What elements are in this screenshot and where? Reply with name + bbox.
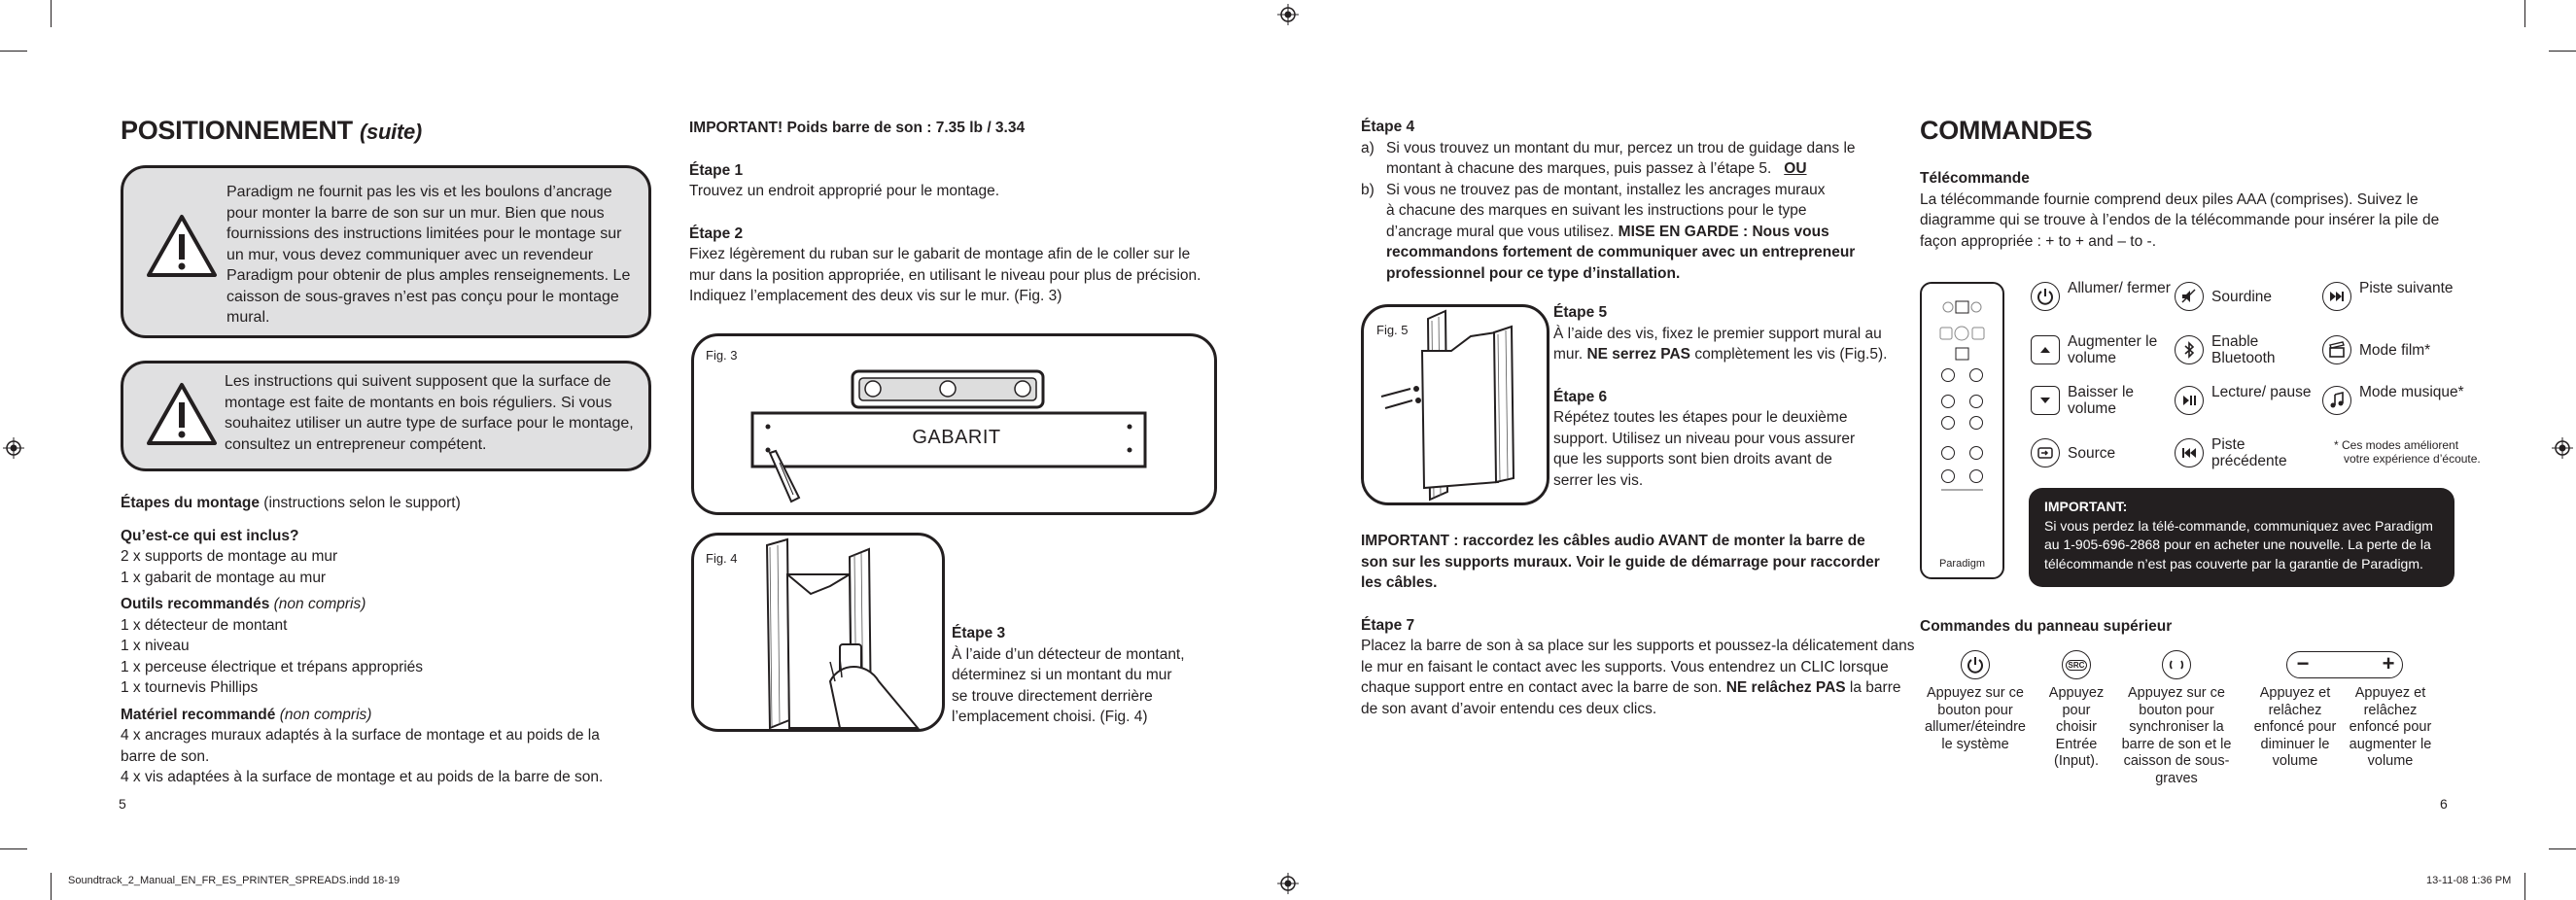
note-text: * Ces modes améliorent — [2334, 438, 2459, 452]
list-item: 1 x niveau — [121, 638, 190, 654]
warning-icon — [145, 213, 219, 279]
stud-finder-illustration — [694, 536, 942, 729]
power-icon — [2031, 282, 2060, 311]
important-text: les câbles. — [1361, 574, 1438, 591]
mounting-instructions — [121, 493, 665, 788]
commands-title: COMMANDES — [1920, 116, 2093, 145]
warning-icon — [145, 381, 219, 447]
top-panel-description: Appuyez sur ce bouton pour allumer/éteindre le système — [1925, 685, 2026, 752]
crop-mark — [2549, 51, 2576, 52]
step-text: le mur en faisant le contact avec les supports. Vous entendrez un CLIC lorsque — [1361, 658, 1889, 675]
steps-heading: Étapes du montage (instructions selon le support) — [121, 495, 461, 511]
mode-note — [2334, 438, 2481, 466]
important-weight: IMPORTANT! Poids barre de son : 7.35 lb / 3.34 — [689, 120, 1026, 136]
important-box — [2029, 488, 2454, 587]
step-text: À l’aide d’un détecteur de montant, — [952, 645, 1185, 663]
remote-button-label: Piste suivante — [2359, 280, 2454, 296]
step-text: Placez la barre de son à sa place sur les supports et poussez-la délicatement dans — [1361, 638, 1915, 654]
volume-down-icon — [2031, 386, 2060, 415]
list-marker: a) — [1361, 139, 1375, 156]
step-title: Étape 7 — [1361, 616, 1415, 634]
list-item: 1 x perceuse électrique et trépans appropriés — [121, 658, 424, 675]
registration-mark-icon — [2552, 437, 2573, 459]
remote-text: diagramme qui se trouve à l’endos de la télécommande pour insérer la pile de — [1920, 212, 2440, 228]
figure-5 — [1361, 304, 1549, 505]
list-item: 1 x tournevis Phillips — [121, 679, 259, 696]
step-option-b — [1361, 180, 1905, 285]
list-item: 2 x supports de montage au mur — [121, 548, 338, 565]
step-text: à chacune des marques en suivant les instructions pour le type — [1386, 202, 1807, 219]
warning-box — [121, 361, 651, 471]
step-text: que les supports sont bien droits avant de — [1553, 451, 1832, 467]
template-illustration — [694, 336, 1214, 512]
step-text: support. Utilisez un niveau pour vous assurer — [1553, 430, 1856, 447]
registration-mark-icon — [3, 437, 24, 459]
step-text: mur. NE serrez PAS complètement les vis (Fig.5). — [1553, 346, 1888, 363]
crop-mark — [2524, 873, 2525, 900]
page-number: 6 — [2440, 796, 2448, 812]
remote-button-label: Sourdine — [2211, 289, 2273, 305]
src-icon: SRC — [2062, 650, 2091, 679]
figure-label: Fig. 3 — [706, 348, 738, 363]
minus-icon: − — [2296, 651, 2310, 675]
list-marker: b) — [1361, 181, 1375, 198]
page-number: 5 — [119, 796, 126, 812]
registration-mark-icon — [1277, 873, 1299, 894]
tools-heading: Outils recommandés (non compris) — [121, 596, 366, 612]
previous-track-icon — [2175, 438, 2204, 467]
important-text: télécommande n’est pas couverte par la garantie de Paradigm. — [2044, 555, 2423, 571]
page-title: POSITIONNEMENT (suite) — [121, 116, 422, 145]
figure-3 — [691, 333, 1217, 515]
important-cables — [1361, 531, 1915, 719]
remote-button-label: Allumer/ fermer — [2068, 280, 2171, 296]
top-panel-description: Appuyez et relâchez enfoncé pour diminuer le volume — [2253, 685, 2337, 769]
remote-text: façon appropriée : + to + and – to -. — [1920, 232, 2156, 250]
list-item: 4 x ancrages muraux adaptés à la surface de montage et au poids de la — [121, 727, 600, 744]
crop-mark — [51, 873, 52, 900]
crop-mark — [2549, 848, 2576, 849]
source-icon — [2031, 438, 2060, 467]
remote-buttons-icon — [1922, 284, 2002, 577]
top-panel-heading: Commandes du panneau supérieur — [1920, 618, 2173, 635]
note-text: votre expérience d’écoute. — [2344, 452, 2481, 466]
next-track-icon — [2322, 282, 2351, 311]
step-text: professionnel pour ce type d’installation. — [1386, 264, 1681, 282]
important-title: IMPORTANT: — [2044, 499, 2128, 514]
step-text: l’emplacement choisi. (Fig. 4) — [952, 709, 1148, 725]
remote-button-label: Mode musique* — [2359, 384, 2464, 400]
remote-button-label: Augmenter le volume — [2068, 333, 2158, 366]
important-text: IMPORTANT : raccordez les câbles audio AVANT de monter la barre de — [1361, 533, 1865, 549]
list-item: 4 x vis adaptées à la surface de montage et au poids de la barre de son. — [121, 769, 604, 785]
figure-4 — [691, 533, 945, 732]
volume-up-icon — [2031, 335, 2060, 364]
warning-text: Les instructions qui suivent supposent que la surface de montage est faite de montants en bois réguliers. Si vous souhaitez utiliser un autre type de surface pour le montage, consultez un entrepreneur compétent. — [225, 373, 634, 453]
bracket-illustration — [1364, 307, 1547, 502]
remote-section — [1920, 168, 2464, 252]
step-text: Fixez légèrement du ruban sur le gabarit de montage afin de le coller sur le — [689, 246, 1191, 262]
remote-illustration — [1920, 282, 2004, 579]
step-title: Étape 5 — [1553, 304, 1608, 321]
step-text: recommandons fortement de communiquer avec un entrepreneur — [1386, 244, 1856, 260]
step-text: Si vous trouvez un montant du mur, percez un trou de guidage dans le — [1386, 139, 1856, 156]
step-text: déterminez si un montant du mur — [952, 667, 1172, 683]
step-text: serrer les vis. — [1553, 471, 1644, 489]
step-title: Étape 3 — [952, 625, 1006, 641]
bluetooth-icon — [2175, 335, 2204, 364]
step-text: se trouve directement derrière — [952, 687, 1153, 705]
step-text: d’ancrage mural que vous utilisez. MISE EN GARDE : Nous vous — [1386, 223, 1829, 240]
or-label: OU — [1784, 160, 1807, 177]
figure-label: Fig. 5 — [1376, 323, 1409, 337]
step-text: mur dans la position appropriée, en utilisant le niveau pour plus de précision. — [689, 266, 1201, 284]
registration-mark-icon — [1277, 4, 1299, 25]
top-panel-description: Appuyez sur ce bouton pour synchroniser la barre de son et le caisson de sous-graves — [2121, 685, 2232, 786]
step-text: Répétez toutes les étapes pour le deuxième — [1553, 409, 1848, 426]
remote-button-label: Enable Bluetooth — [2211, 333, 2276, 366]
remote-button-label: Mode film* — [2359, 342, 2431, 359]
list-item: barre de son. — [121, 747, 210, 765]
sync-icon — [2162, 650, 2191, 679]
list-item: 1 x gabarit de montage au mur — [121, 569, 327, 586]
file-slug: Soundtrack_2_Manual_EN_FR_ES_PRINTER_SPREADS.indd 18-19 — [68, 875, 400, 886]
mute-icon — [2175, 282, 2204, 311]
play-pause-icon — [2175, 386, 2204, 415]
step-title: Étape 6 — [1553, 388, 1608, 405]
plus-icon: + — [2382, 651, 2395, 675]
crop-mark — [0, 51, 27, 52]
remote-button-label: Piste précédente — [2211, 436, 2287, 469]
crop-mark — [2524, 0, 2525, 27]
figure-label: Fig. 4 — [706, 551, 738, 566]
step-title: Étape 4 — [1361, 119, 1415, 135]
list-item: 1 x détecteur de montant — [121, 616, 288, 634]
remote-button-label: Lecture/ pause — [2211, 384, 2312, 400]
important-text: au 1-905-696-2868 pour en acheter une nouvelle. La perte de la — [2044, 537, 2431, 552]
remote-button-label: Baisser le volume — [2068, 384, 2135, 417]
step-title: Étape 1 — [689, 161, 744, 179]
step-3 — [952, 623, 1204, 728]
steps-5-6 — [1553, 302, 1923, 491]
remote-text: La télécommande fournie comprend deux piles AAA (comprises). Suivez le — [1920, 190, 2419, 208]
included-heading: Qu’est-ce qui est inclus? — [121, 527, 299, 544]
steps-column — [689, 118, 1234, 307]
power-icon — [1961, 650, 1990, 679]
step-text: chaque support entre en contact avec la barre de son. NE relâchez PAS la barre — [1361, 679, 1901, 696]
important-text: son sur les supports muraux. Voir le guide de démarrage pour raccorder — [1361, 553, 1880, 571]
step-text: Trouvez un endroit approprié pour le montage. — [689, 183, 1000, 199]
step-option-a — [1361, 138, 1905, 180]
movie-mode-icon — [2322, 335, 2351, 364]
step-text: montant à chacune des marques, puis passez à l’étape 5. OU — [1386, 160, 1807, 177]
step-text: Si vous ne trouvez pas de montant, installez les ancrages muraux — [1386, 181, 1826, 198]
material-heading: Matériel recommandé (non compris) — [121, 706, 372, 723]
step-title: Étape 2 — [689, 225, 744, 242]
top-panel-description: Appuyez pour choisir Entrée (Input). — [2048, 685, 2105, 769]
step-text: À l’aide des vis, fixez le premier support mural au — [1553, 325, 1882, 342]
step-text: Indiquez l’emplacement des deux vis sur le mur. (Fig. 3) — [689, 288, 1062, 304]
template-label: GABARIT — [912, 427, 1001, 448]
remote-brand: Paradigm — [1938, 558, 1986, 570]
top-panel-description: Appuyez et relâchez enfoncé pour augmenter le volume — [2349, 685, 2432, 769]
step-4 — [1361, 117, 1905, 284]
print-timestamp: 13-11-08 1:36 PM — [2426, 875, 2512, 886]
remote-heading: Télécommande — [1920, 170, 2030, 187]
important-text: Si vous perdez la télé-commande, communiquez avec Paradigm — [2044, 517, 2433, 534]
warning-text: Paradigm ne fournit pas les vis et les boulons d’ancrage pour monter la barre de son sur un mur. Bien que nous fournissions des instructions limitées pour le montage sur un mur, vous devez communiquer avec un revendeur Paradigm pour obtenir de plus amples renseignements. Le caisson de sous-graves n’est pas conçu pour le montage mural. — [226, 184, 631, 326]
step-text: de son avant d’avoir entendu ces deux clics. — [1361, 700, 1657, 717]
music-mode-icon — [2322, 386, 2351, 415]
crop-mark — [0, 848, 27, 849]
remote-button-label: Source — [2068, 445, 2116, 462]
crop-mark — [51, 0, 52, 27]
warning-box — [121, 165, 651, 338]
